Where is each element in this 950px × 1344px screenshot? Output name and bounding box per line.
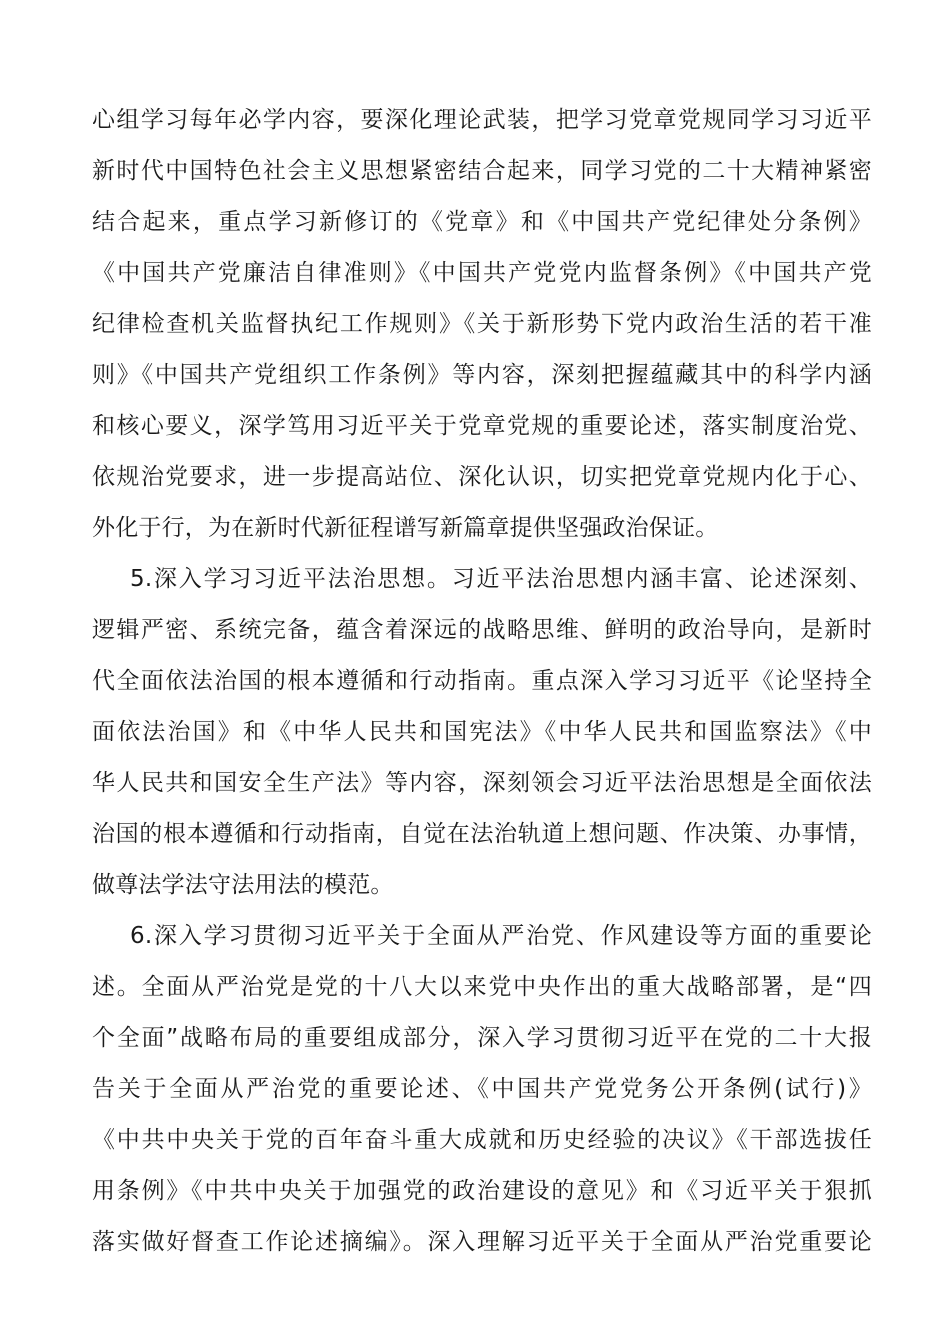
text-line: 外化于行，为在新时代新征程谱写新篇章提供坚强政治保证。 <box>92 515 719 541</box>
text-line: 和核心要义，深学笃用习近平关于党章党规的重要论述，落实制度治党、 <box>92 413 872 439</box>
text-line: 新时代中国特色社会主义思想紧密结合起来，同学习党的二十大精神紧密 <box>92 158 872 184</box>
text-line: 依规治党要求，进一步提高站位、深化认识，切实把党章党规内化于心、 <box>92 464 872 490</box>
text-line: 纪律检查机关监督执纪工作规则》《关于新形势下党内政治生活的若干准 <box>92 311 872 337</box>
text-line: 面依法治国》和《中华人民共和国宪法》《中华人民共和国监察法》《中 <box>92 719 872 745</box>
text-line: 做尊法学法守法用法的模范。 <box>92 872 394 898</box>
text-line: 逻辑严密、系统完备，蕴含着深远的战略思维、鲜明的政治导向，是新时 <box>92 617 872 643</box>
text-line: 代全面依法治国的根本遵循和行动指南。重点深入学习习近平《论坚持全 <box>92 668 872 694</box>
text-line: 述。全面从严治党是党的十八大以来党中央作出的重大战略部署，是“四 <box>92 974 872 1000</box>
text-line: 个全面”战略布局的重要组成部分，深入学习贯彻习近平在党的二十大报 <box>92 1025 872 1051</box>
text-line: 华人民共和国安全生产法》等内容，深刻领会习近平法治思想是全面依法 <box>92 770 872 796</box>
text-line: 治国的根本遵循和行动指南，自觉在法治轨道上想问题、作决策、办事情， <box>92 821 872 847</box>
text-line: 《中共中央关于党的百年奋斗重大成就和历史经验的决议》《干部选拔任 <box>92 1127 872 1153</box>
text-line: 用条例》《中共中央关于加强党的政治建设的意见》和《习近平关于狠抓 <box>92 1178 872 1204</box>
text-line: 则》《中国共产党组织工作条例》等内容，深刻把握蕴藏其中的科学内涵 <box>92 362 872 388</box>
text-line: 《中国共产党廉洁自律准则》《中国共产党党内监督条例》《中国共产党 <box>92 260 872 286</box>
section-heading-6: 6.深入学习贯彻习近平关于全面从严治党、作风建设等方面的重要论 <box>130 923 872 949</box>
text-line: 落实做好督查工作论述摘编》。深入理解习近平关于全面从严治党重要论 <box>92 1229 872 1255</box>
text-line: 结合起来，重点学习新修订的《党章》和《中国共产党纪律处分条例》 <box>92 209 872 235</box>
section-heading-5: 5.深入学习习近平法治思想。习近平法治思想内涵丰富、论述深刻、 <box>130 566 872 592</box>
text-line: 心组学习每年必学内容，要深化理论武装，把学习党章党规同学习习近平 <box>92 107 872 133</box>
text-line: 告关于全面从严治党的重要论述、《中国共产党党务公开条例(试行)》 <box>92 1076 872 1102</box>
